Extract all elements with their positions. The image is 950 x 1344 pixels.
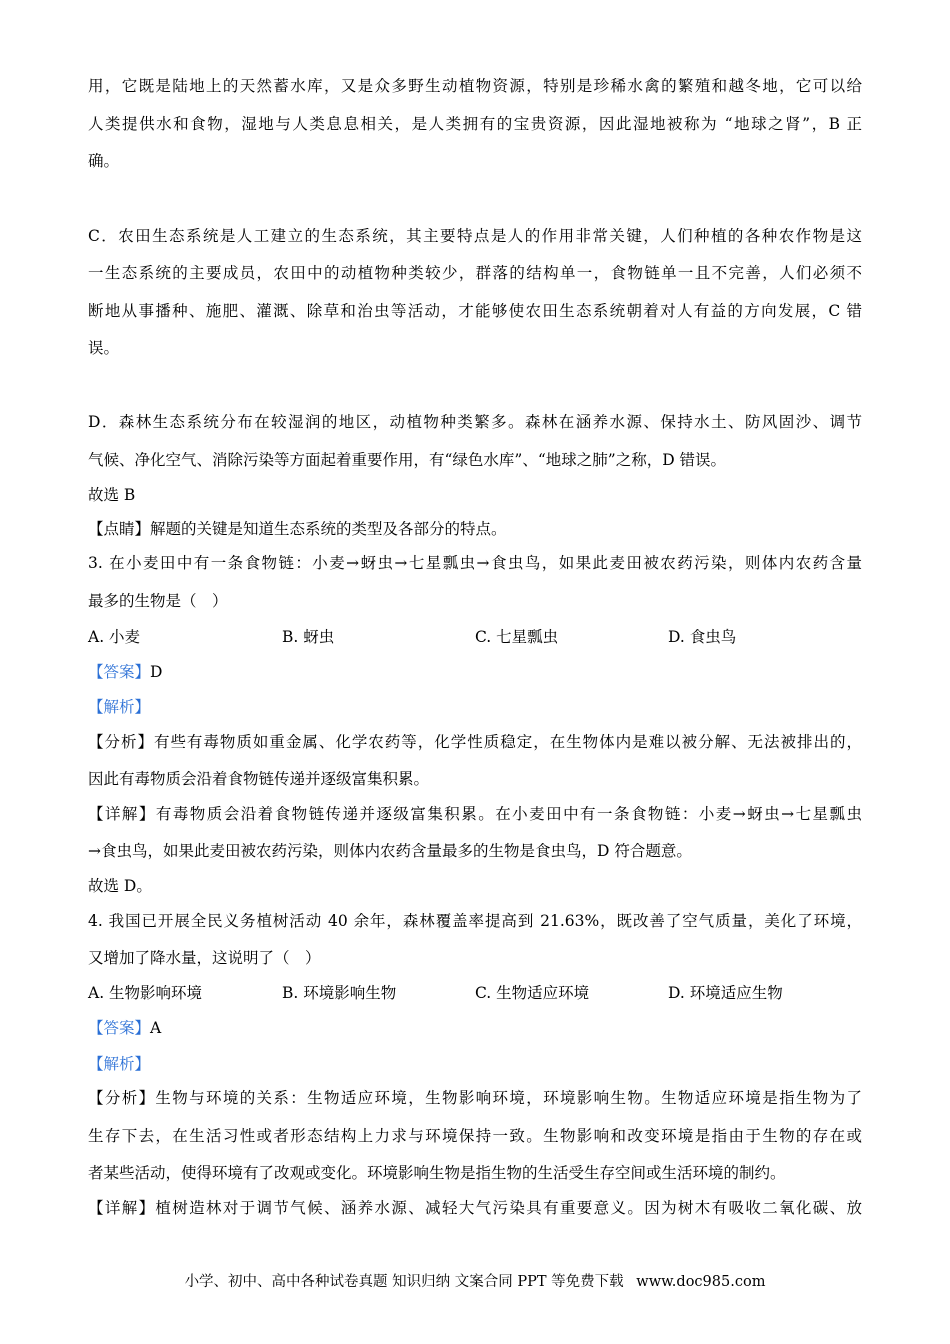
footer-text: 小学、初中、高中各种试卷真题 知识归纳 文案合同 PPT 等免费下载	[184, 1274, 624, 1290]
q4-stem-line-2: 又增加了降水量，这说明了（ ）	[88, 949, 321, 967]
q3-xiangjie-line-1: 【详解】有毒物质会沿着食物链传递并逐级富集积累。在小麦田中有一条食物链：小麦→蚜虫→七星瓢虫	[88, 805, 862, 823]
q3-fenxi-line-1: 【分析】有些有毒物质如重金属、化学农药等，化学性质稳定，在生物体内是难以被分解、无法被排出的，	[88, 733, 862, 751]
q4-fenxi-line-2: 生存下去，在生活习性或者形态结构上力求与环境保持一致。生物影响和改变环境是指由于生物的存在或	[88, 1127, 862, 1145]
q4-answer-value: A	[150, 1019, 162, 1037]
q4-option-d: D. 环境适应生物	[668, 984, 783, 1002]
footer-url[interactable]: www.doc985.com	[636, 1274, 766, 1290]
q3-choice: 故选 D。	[88, 877, 152, 895]
q4-stem-line-1: 4. 我国已开展全民义务植树活动 40 余年，森林覆盖率提高到 21.63%，既改善了空气质量，美化了环境，	[88, 912, 862, 930]
q3-answer-value: D	[150, 663, 163, 681]
q3-option-b: B. 蚜虫	[282, 628, 335, 646]
q3-stem-line-1: 3. 在小麦田中有一条食物链：小麦→蚜虫→七星瓢虫→食虫鸟，如果此麦田被农药污染，则体内农药含量	[88, 554, 862, 572]
para-c-line-3: 断地从事播种、施肥、灌溉、除草和治虫等活动，才能够使农田生态系统朝着对人有益的方向发展，C 错	[88, 302, 862, 320]
q3-answer-label: 【答案】	[88, 663, 151, 681]
para-b-line-2: 人类提供水和食物，湿地与人类息息相关，是人类拥有的宝贵资源，因此湿地被称为 “地球之肾”，B 正	[88, 115, 862, 133]
para-b-line-1: 用，它既是陆地上的天然蓄水库，又是众多野生动植物资源，特别是珍稀水禽的繁殖和越冬地，它可以给	[88, 77, 862, 95]
q2-choice: 故选 B	[88, 486, 136, 504]
q3-option-a: A. 小麦	[88, 628, 141, 646]
q4-fenxi-line-1: 【分析】生物与环境的关系：生物适应环境，生物影响环境，环境影响生物。生物适应环境是指生物为了	[88, 1089, 862, 1107]
q3-option-c: C. 七星瓢虫	[475, 628, 559, 646]
para-b-line-3: 确。	[88, 152, 120, 170]
para-d-line-2: 气候、净化空气、消除污染等方面起着重要作用，有“绿色水库”、“地球之肺”之称，D 错误。	[88, 451, 727, 469]
q3-option-d: D. 食虫鸟	[668, 628, 737, 646]
para-d-line-1: D．森林生态系统分布在较湿润的地区，动植物种类繁多。森林在涵养水源、保持水土、防风固沙、调节	[88, 413, 862, 431]
q2-tip: 【点睛】解题的关键是知道生态系统的类型及各部分的特点。	[88, 520, 507, 538]
q3-stem-line-2: 最多的生物是（ ）	[88, 592, 228, 610]
q4-analysis-label: 【解析】	[88, 1055, 151, 1073]
page-footer	[0, 1270, 950, 1291]
q4-xiangjie-line-1: 【详解】植树造林对于调节气候、涵养水源、减轻大气污染具有重要意义。因为树木有吸收二氧化碳、放	[88, 1199, 862, 1217]
para-c-line-2: 一生态系统的主要成员，农田中的动植物种类较少，群落的结构单一，食物链单一且不完善，人们必须不	[88, 264, 862, 282]
q3-analysis-label: 【解析】	[88, 698, 151, 716]
q3-xiangjie-line-2: →食虫鸟，如果此麦田被农药污染，则体内农药含量最多的生物是食虫鸟，D 符合题意。	[88, 842, 692, 860]
q4-answer	[88, 1018, 862, 1038]
q4-option-b: B. 环境影响生物	[282, 984, 397, 1002]
q3-answer	[88, 662, 862, 682]
para-c-line-1: C．农田生态系统是人工建立的生态系统，其主要特点是人的作用非常关键，人们种植的各种农作物是这	[88, 227, 862, 245]
q4-option-c: C. 生物适应环境	[475, 984, 590, 1002]
q3-fenxi-line-2: 因此有毒物质会沿着食物链传递并逐级富集积累。	[88, 770, 430, 788]
q4-answer-label: 【答案】	[88, 1019, 151, 1037]
para-c-line-4: 误。	[88, 339, 120, 357]
q4-option-a: A. 生物影响环境	[88, 984, 203, 1002]
q4-fenxi-line-3: 者某些活动，使得环境有了改观或变化。环境影响生物是指生物的生活受生存空间或生活环境的制约。	[88, 1164, 786, 1182]
